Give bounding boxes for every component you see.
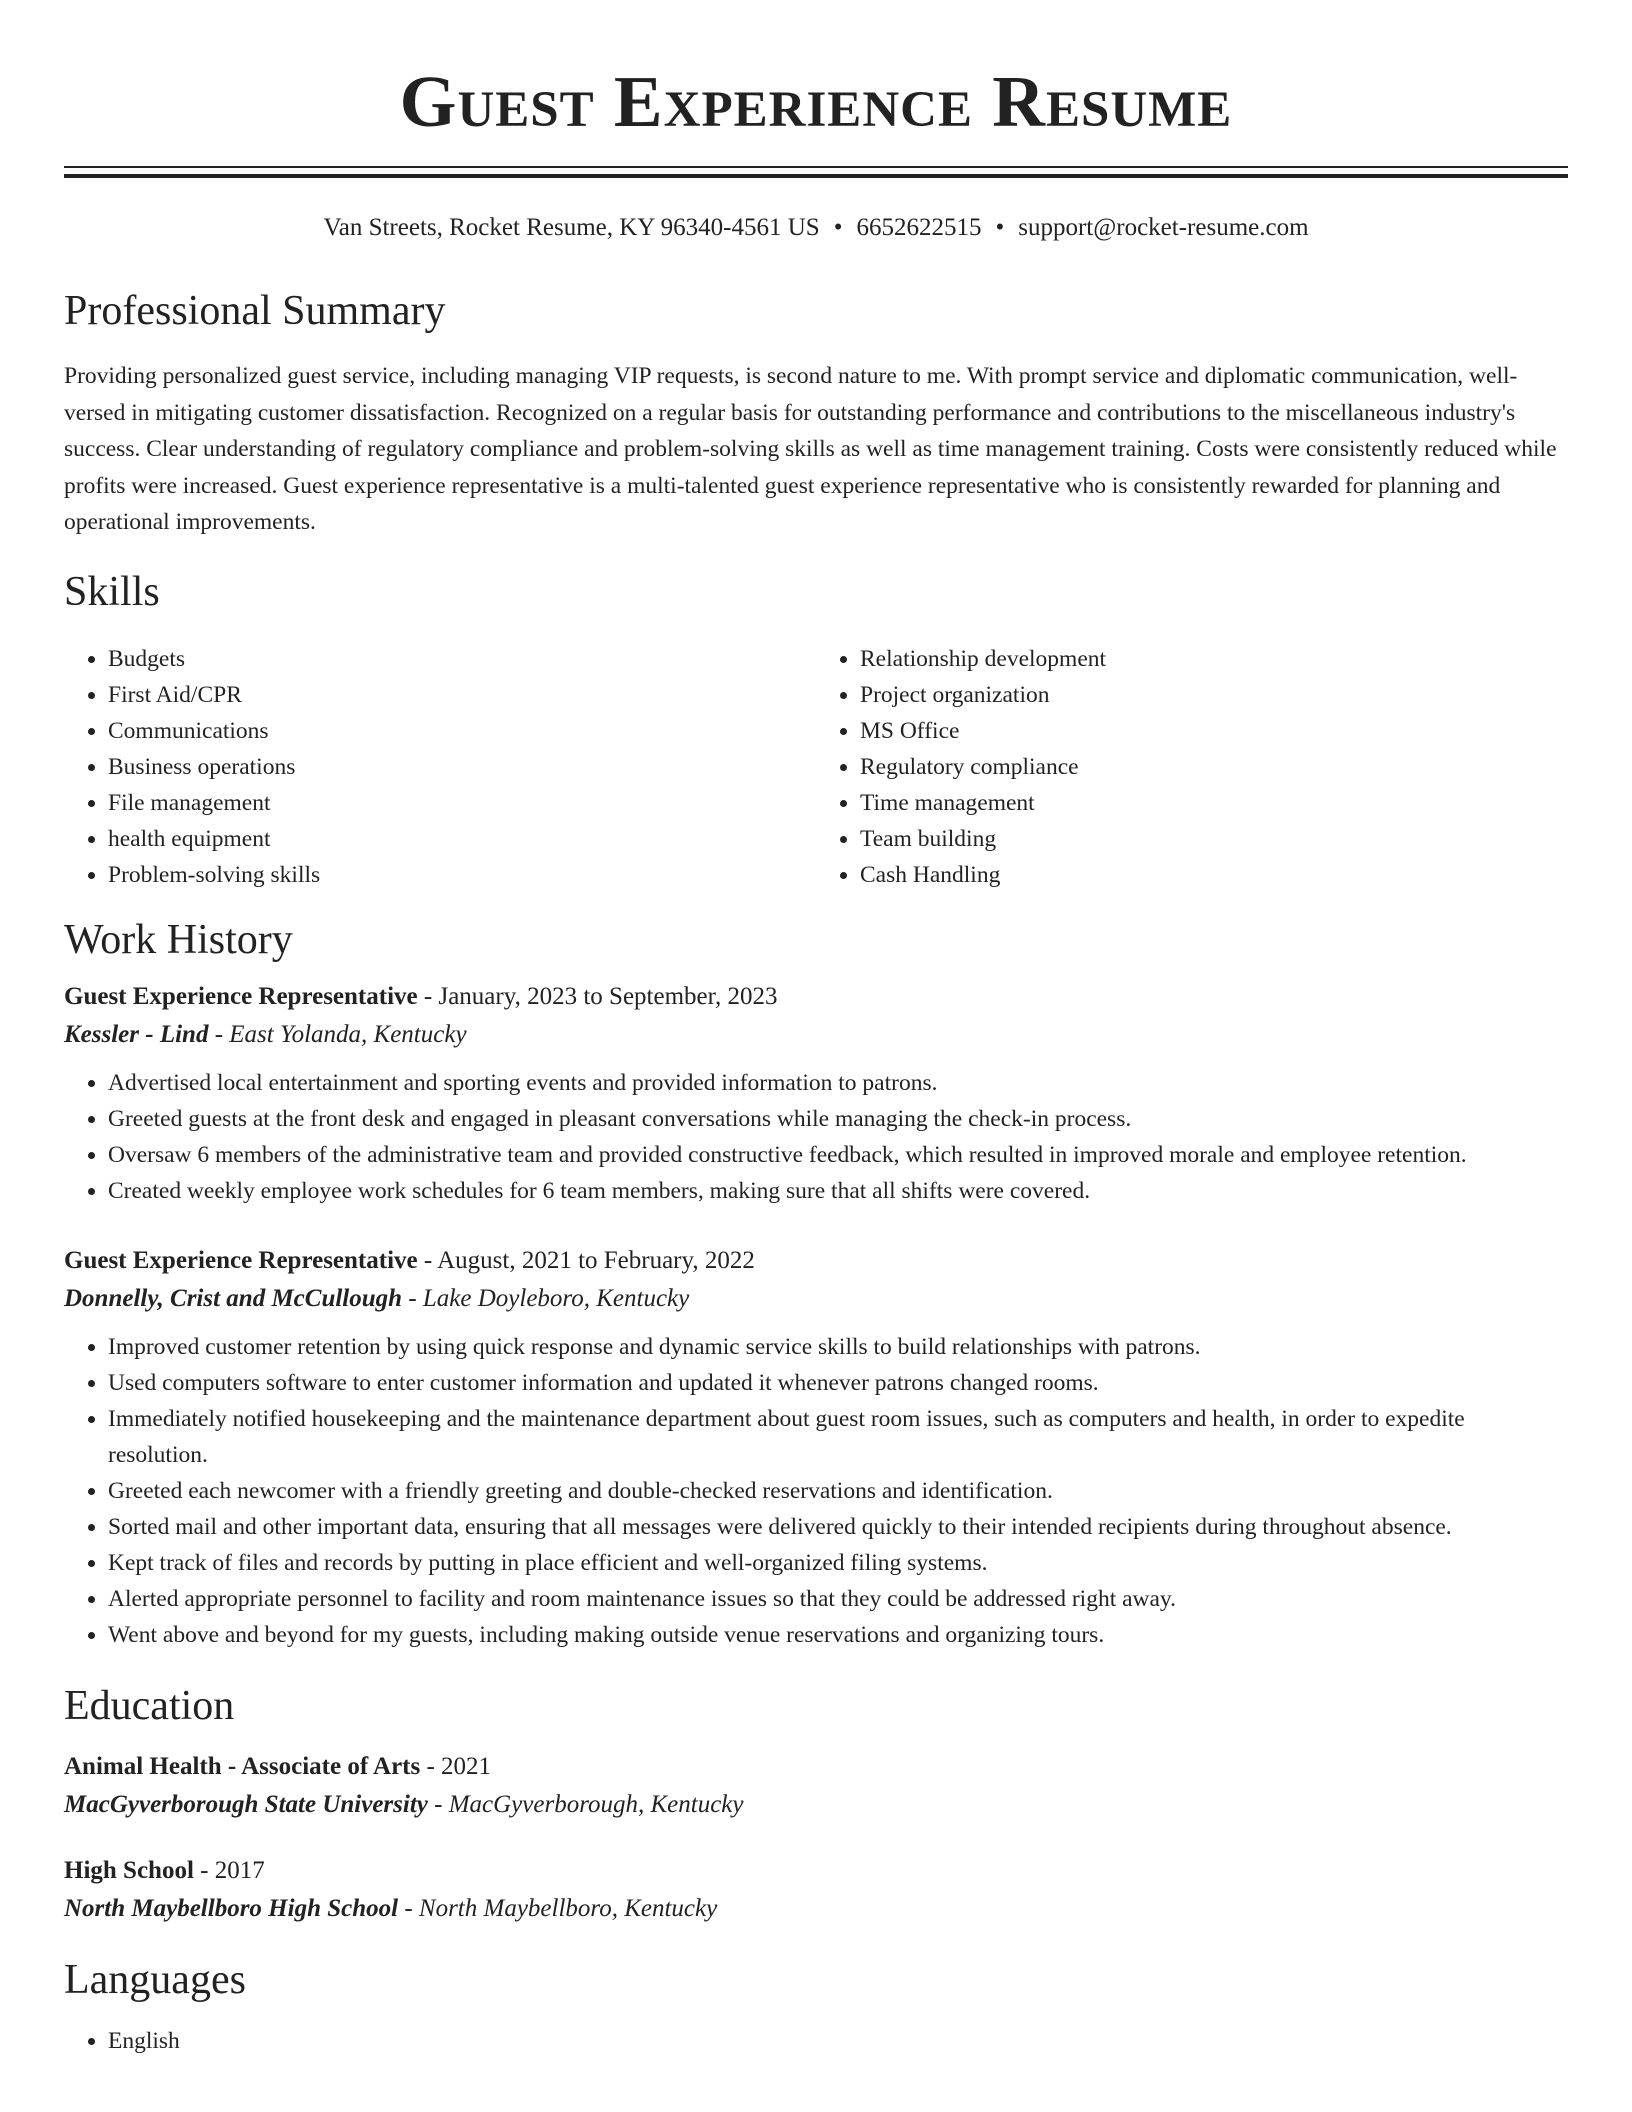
education-degree: High School — [64, 1856, 194, 1884]
job-bullet: • Kept track of files and records by putting in place efficient and well-organized filing systems. — [108, 1545, 1568, 1581]
contact-separator: • — [833, 214, 843, 241]
title-rule-thick — [64, 174, 1568, 178]
skill-item: • Regulatory compliance — [860, 749, 1568, 785]
job-location: - Lake Doyleboro, Kentucky — [402, 1284, 690, 1312]
job-bullets — [64, 1065, 1568, 1209]
job-bullet: • Alerted appropriate personnel to facility and room maintenance issues so that they could be addressed right away. — [108, 1581, 1568, 1617]
job-title: Guest Experience Representative — [64, 1246, 418, 1274]
contact-line — [64, 212, 1568, 244]
job-location: - East Yolanda, Kentucky — [208, 1020, 467, 1048]
skill-item: • Project organization — [860, 677, 1568, 713]
skills-heading: Skills — [64, 568, 160, 615]
contact-address: Van Streets, Rocket Resume, KY 96340-4561 US — [323, 214, 820, 241]
skill-item: • Budgets — [108, 641, 816, 677]
education-year: - 2021 — [420, 1752, 492, 1780]
education-entry — [64, 1853, 1568, 1929]
education-school-line — [64, 1785, 1568, 1825]
job-bullet: • Immediately notified housekeeping and the maintenance department about guest room issues, such as computers and health, in order to expedite resolution. — [108, 1401, 1568, 1473]
contact-email: support@rocket-resume.com — [1018, 214, 1309, 241]
skill-item: • Cash Handling — [860, 857, 1568, 893]
job-dates: - January, 2023 to September, 2023 — [417, 982, 778, 1010]
skills-columns — [64, 641, 1568, 893]
education-school: North Maybellboro High School — [64, 1894, 399, 1922]
job-entry — [64, 979, 1568, 1209]
summary-heading: Professional Summary — [64, 288, 446, 334]
skill-item: • Problem-solving skills — [108, 857, 816, 893]
education-school-line — [64, 1889, 1568, 1929]
education-location: - MacGyverborough, Kentucky — [427, 1790, 744, 1818]
skill-item: • File management — [108, 785, 816, 821]
skill-item: • health equipment — [108, 821, 816, 857]
job-bullet: • Oversaw 6 members of the administrative team and provided constructive feedback, which resulted in improved morale and employee retention. — [108, 1137, 1568, 1173]
job-bullet: • Used computers software to enter customer information and updated it whenever patrons changed rooms. — [108, 1365, 1568, 1401]
education-heading: Education — [64, 1682, 235, 1729]
job-bullet: • Greeted each newcomer with a friendly greeting and double-checked reservations and identification. — [108, 1473, 1568, 1509]
skill-item: • MS Office — [860, 713, 1568, 749]
skill-item: • Time management — [860, 785, 1568, 821]
summary-text: Providing personalized guest service, including managing VIP requests, is second nature to me. With prompt service and diplomatic communication, well-versed in mitigating customer dissatisfaction. Recognized on a regular basis for outstanding performance and contributions to the miscellaneous industry's success. Clear understanding of regulatory compliance and problem-solving skills as well as time management training. Costs were consistently reduced while profits were increased. Guest experience representative is a multi-talented guest experience representative who is consistently rewarded for planning and operational improvements. — [64, 363, 1557, 535]
work-history-heading: Work History — [64, 916, 293, 963]
education-year: - 2017 — [193, 1856, 265, 1884]
education-degree-line — [64, 1853, 1568, 1889]
job-bullet: • Greeted guests at the front desk and engaged in pleasant conversations while managing the check-in process. — [108, 1101, 1568, 1137]
job-bullets — [64, 1329, 1568, 1653]
job-bullet: • Went above and beyond for my guests, including making outside venue reservations and organizing tours. — [108, 1617, 1568, 1653]
language-item: • English — [108, 2023, 1568, 2059]
skill-item: • Business operations — [108, 749, 816, 785]
job-company-line — [64, 1279, 1568, 1319]
job-title-line — [64, 979, 1568, 1015]
skill-item: • Communications — [108, 713, 816, 749]
job-dates: - August, 2021 to February, 2022 — [417, 1246, 755, 1274]
skill-item: • First Aid/CPR — [108, 677, 816, 713]
education-location: - North Maybellboro, Kentucky — [398, 1894, 718, 1922]
education-degree: Animal Health - Associate of Arts — [64, 1752, 421, 1780]
job-bullet: • Improved customer retention by using quick response and dynamic service skills to build relationships with patrons. — [108, 1329, 1568, 1365]
education-entry — [64, 1749, 1568, 1825]
title-rule-thin — [64, 166, 1568, 168]
education-school: MacGyverborough State University — [64, 1790, 428, 1818]
contact-phone: 6652622515 — [856, 214, 982, 241]
education-degree-line — [64, 1749, 1568, 1785]
job-title-line — [64, 1243, 1568, 1279]
job-bullet: • Advertised local entertainment and sporting events and provided information to patrons. — [108, 1065, 1568, 1101]
skill-item: • Relationship development — [860, 641, 1568, 677]
job-title: Guest Experience Representative — [64, 982, 418, 1010]
skills-list-right — [816, 641, 1568, 893]
skills-list-left — [64, 641, 816, 893]
job-entry — [64, 1243, 1568, 1653]
languages-heading: Languages — [64, 1956, 246, 2003]
job-company-line — [64, 1015, 1568, 1055]
resume-title: Guest Experience Resume — [399, 61, 1233, 142]
job-bullet: • Created weekly employee work schedules for 6 team members, making sure that all shifts were covered. — [108, 1173, 1568, 1209]
job-bullet: • Sorted mail and other important data, ensuring that all messages were delivered quickly to their intended recipients during throughout absence. — [108, 1509, 1568, 1545]
skill-item: • Team building — [860, 821, 1568, 857]
job-company: Kessler - Lind — [64, 1020, 209, 1048]
contact-separator: • — [995, 214, 1005, 241]
languages-list — [64, 2023, 1568, 2059]
job-company: Donnelly, Crist and McCullough — [64, 1284, 403, 1312]
